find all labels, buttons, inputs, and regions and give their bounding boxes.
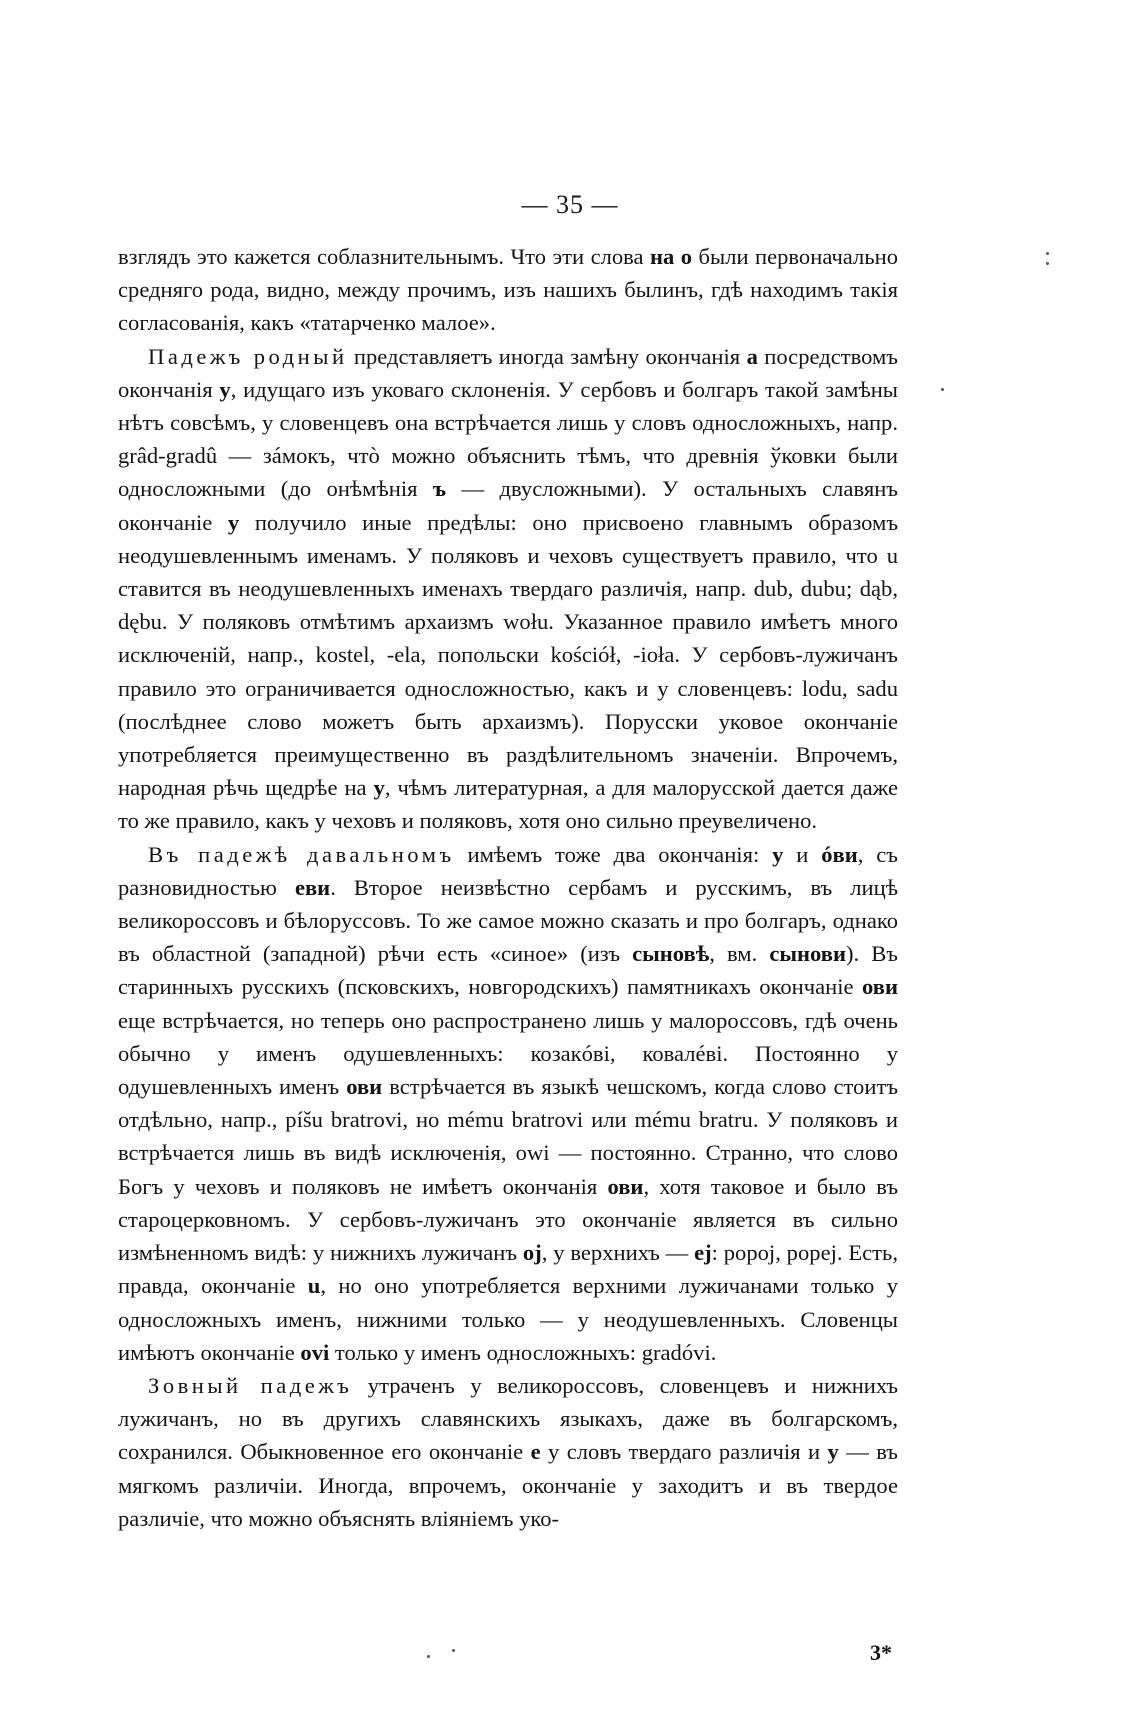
text-run: ). Въ старинныхъ русскихъ (псковскихъ, новгородскихъ) памятникахъ окончаніе [118,941,898,1000]
paragraph-4 [118,1369,898,1535]
text-run: : popoj, popej. Есть, правда, окончаніе [118,1240,899,1299]
text-run: получило иные предѣлы: оно присвоено главнымъ образомъ неодушевленнымъ именамъ. У поляковъ и чеховъ существуетъ правило, что u ставится въ неодушевленныхъ именахъ твердаго различія, напр. dub, dubu; dąb, dębu. У поляковъ отмѣтимъ архаизмъ wołu. Указанное правило имѣетъ много исключеній, напр., kostel, -ela, попольски kościół, -ioła. У сербовъ-лужичанъ правило это ограничивается односложностью, какъ и у словенцевъ: lodu, sadu (послѣднее слово можетъ быть архаизмъ). Порусски уковое окончаніе употребляется преимущественно въ раздѣлительномъ значеніи. Впрочемъ, народная рѣчь щедрѣе на [118,509,898,801]
page-number: — 35 — [521,190,619,219]
text-spaced: Зовный падежъ [148,1372,353,1398]
text-bold: у [827,1439,839,1465]
text-run: были первоначально средняго рода, видно, между прочимъ, изъ нашихъ былинъ, гдѣ находимъ такія согласованія, какъ «татарченко малое». [118,244,899,336]
text-bold: сыновѣ [632,941,710,967]
text-run: — въ мягкомъ различіи. Иногда, впрочемъ, окончаніе у заходитъ и въ твердое различіе, что можно объяснять вліяніемъ уко- [118,1439,898,1531]
text-run: встрѣчается въ языкѣ чешскомъ, когда слово стоитъ отдѣльно, напр., píšu bratrovi, но mému bratrovi или mému bratru. У поляковъ и встрѣчается лишь въ видѣ исключенія, owi — постоянно. Странно, что слово Богъ у чеховъ и поляковъ не имѣетъ окончанія [118,1074,898,1199]
text-run: , чѣмъ литературная, а для малорусской дается даже то же правило, какъ у чеховъ и поляковъ, хотя оно сильно преувеличено. [118,775,899,834]
text-bold: е [530,1439,541,1465]
text-bold: а [746,343,758,369]
text-run: — двусложными). У остальныхъ славянъ окончаніе [118,476,898,535]
text-bold: óви [821,841,858,867]
text-run: имѣемъ тоже два окончанія: [454,841,773,867]
text-run: еще встрѣчается, но теперь оно распространено лишь у малороссовъ, гдѣ очень обычно у именъ одушевленныхъ: козакóві, ковалéві. Постоянно у одушевленныхъ именъ [118,1007,898,1100]
text-run: , хотя таковое и было въ староцерковномъ. У сербовъ-лужичанъ это окончаніе является въ сильно измѣненномъ видѣ: у нижнихъ лужичанъ [118,1173,898,1266]
text-bold: ъ [432,476,447,502]
text-bold: у [772,841,784,867]
scan-speck [1046,252,1049,255]
text-run: и [783,841,822,867]
text-bold: ови [346,1074,383,1100]
text-run: у словъ твердаго различія и [540,1439,828,1465]
text-bold: сынови [769,941,846,967]
text-bold: у [219,376,231,402]
text-run: представляетъ иногда замѣну окончанія [347,343,747,369]
text-run: , съ разновидностью [118,841,898,900]
body-text [118,240,898,1535]
text-bold: ej [694,1240,712,1266]
paragraph-3 [118,838,898,1369]
text-run: , вм. [709,941,770,967]
scan-speck [452,1649,455,1652]
text-bold: u [307,1273,321,1299]
text-run: . Второе неизвѣстно сербамъ и русскимъ, въ лицѣ великороссовъ и бѣлоруссовъ. То же самое можно сказать и про болгаръ, однако въ областной (западной) рѣчи есть «синое» (изъ [118,874,898,967]
text-bold: на о [650,244,693,269]
scan-speck [427,1655,430,1658]
scan-speck [1046,262,1049,265]
signature-mark: 3* [870,1640,892,1665]
text-bold: ови [607,1173,644,1199]
text-run: утраченъ у великороссовъ, словенцевъ и нижнихъ лужичанъ, но въ другихъ славянскихъ языкахъ, даже въ болгарскомъ, сохранился. Обыкновенное его окончаніе [118,1372,898,1465]
text-spaced: Въ падежѣ давальномъ [148,841,455,867]
text-spaced: Падежъ родный [148,343,348,369]
text-run: посредствомъ окончанія [118,343,898,402]
paragraph-2 [118,340,898,838]
text-run: , у верхнихъ — [541,1240,695,1266]
text-bold: ovi [300,1339,330,1365]
text-bold: у [373,775,385,801]
text-run: , идущаго изъ уковаго склоненія. У сербовъ и болгаръ такой замѣны нѣтъ совсѣмъ, у словенцевъ она встрѣчается лишь у словъ односложныхъ, напр. grâd-gradû — зáмокъ, чтò можно объяснить тѣмъ, что древнія ўковки были односложными (до онѣмѣнія [118,376,898,502]
text-bold: oj [522,1240,542,1266]
text-bold: еви [294,874,331,900]
scan-speck [941,388,944,391]
text-run: взглядъ это кажется соблазнительнымъ. Что эти слова [118,244,651,269]
text-bold: у [227,509,240,535]
paragraph-1 [118,240,898,340]
text-bold: ови [862,974,898,1000]
text-run: , но оно употребляется верхними лужичанами только у односложныхъ именъ, нижними только — у неодушевленныхъ. Словенцы имѣютъ окончаніе [118,1273,898,1365]
text-run: только у именъ односложныхъ: gradóvi. [329,1339,717,1365]
